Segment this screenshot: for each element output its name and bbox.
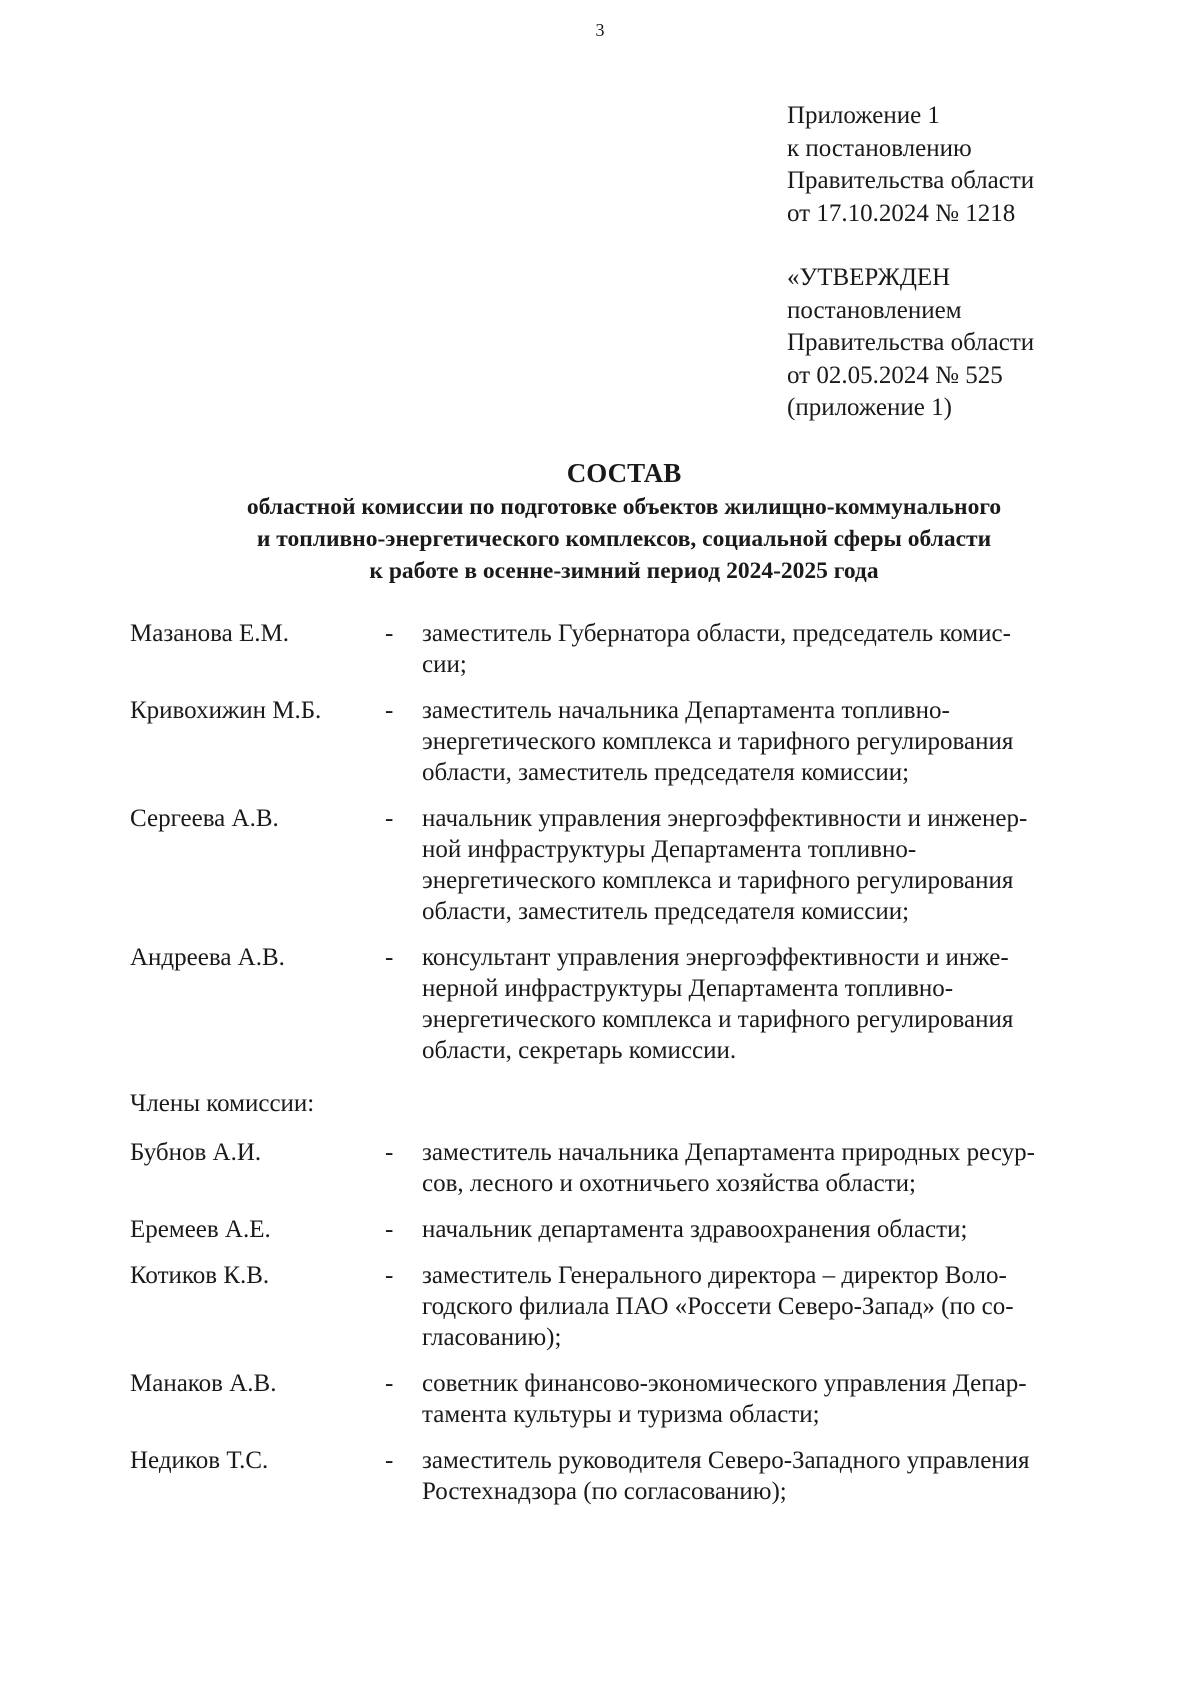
member-dash: - [385,1216,394,1243]
document-subtitle-line: к работе в осенне-зимний период 2024-2025 года [369,558,879,584]
member-role-line: энергетического комплекса и тарифного регулирования [422,867,1014,894]
approved-line: (приложение 1) [787,394,952,421]
member-name: Кривохижин М.Б. [130,697,322,724]
member-role-line: энергетического комплекса и тарифного регулирования [422,728,1014,755]
appendix-line: Правительства области [787,167,1035,194]
document-heading [0,455,1200,587]
member-dash: - [385,944,394,971]
leadership-list [130,618,1120,1066]
member-role-line: консультант управления энергоэффективности и инже- [422,944,1009,971]
member-role-line: начальник департамента здравоохранения области; [422,1216,968,1243]
member-dash: - [385,1370,394,1397]
member-row [130,1137,1120,1199]
member-name: Мазанова Е.М. [130,620,289,647]
member-row [130,1445,1120,1507]
document-subtitle-line: и топливно-энергетического комплексов, социальной сферы области [256,526,992,552]
member-name: Сергеева А.В. [130,805,279,832]
member-role-line: начальник управления энергоэффективности и инженер- [422,805,1028,832]
member-row [130,1214,1120,1245]
member-role [422,803,1107,927]
member-row [130,803,1120,927]
member-role-line: заместитель начальника Департамента природных ресур- [422,1139,1035,1166]
member-dash: - [385,1447,394,1474]
member-role-line: сии; [422,651,467,678]
appendix-block [787,100,1034,230]
member-role-line: заместитель руководителя Северо-Западного управления [422,1447,1030,1474]
member-role-line: области, секретарь комиссии. [422,1037,737,1064]
appendix-line: Приложение 1 [787,102,940,129]
member-dash: - [385,1262,394,1289]
member-role-line: нерной инфраструктуры Департамента топливно- [422,975,954,1002]
document-title: СОСТАВ [566,458,682,488]
document-subtitle-line: областной комиссии по подготовке объектов жилищно-коммунального [246,494,1002,520]
member-role [422,695,1107,788]
member-dash: - [385,805,394,832]
member-dash: - [385,620,394,647]
member-dash: - [385,1139,394,1166]
member-role [422,1368,1107,1430]
member-role [422,942,1107,1066]
member-role [422,1260,1107,1353]
approved-line: Правительства области [787,329,1035,356]
member-role-line: советник финансово-экономического управления Депар- [422,1370,1027,1397]
member-row [130,1368,1120,1430]
member-row [130,1260,1120,1353]
member-role-line: заместитель начальника Департамента топливно- [422,697,950,724]
member-dash: - [385,697,394,724]
approved-line: от 02.05.2024 № 525 [787,361,1003,389]
member-row [130,942,1120,1066]
member-role-line: гласованию); [422,1324,562,1351]
member-role-line: заместитель Генерального директора – директор Воло- [422,1262,1007,1289]
member-role-line: области, заместитель председателя комиссии; [422,898,910,925]
member-name: Котиков К.В. [130,1262,270,1289]
member-role [422,618,1107,680]
member-role [422,1137,1107,1199]
page-number: 3 [595,20,605,40]
approved-block [787,262,1034,425]
member-role [422,1445,1107,1507]
member-role-line: сов, лесного и охотничьего хозяйства области; [422,1170,916,1197]
members-label: Члены комиссии: [130,1090,315,1117]
member-role [422,1214,1107,1245]
member-name: Еремеев А.Е. [130,1216,271,1243]
member-name: Манаков А.В. [130,1370,277,1397]
appendix-line: к постановлению [787,134,972,162]
member-role-line: тамента культуры и туризма области; [422,1401,820,1428]
member-name: Бубнов А.И. [130,1139,262,1166]
approved-line: «УТВЕРЖДЕН [787,264,951,291]
commission-roster [130,618,1120,1522]
member-role-line: ной инфраструктуры Департамента топливно- [422,836,917,863]
member-role-line: заместитель Губернатора области, председатель комис- [422,620,1011,647]
member-role-line: Ростехнадзора (по согласованию); [422,1478,787,1505]
member-role-line: области, заместитель председателя комиссии; [422,759,910,786]
appendix-line: от 17.10.2024 № 1218 [787,199,1016,227]
member-role-line: энергетического комплекса и тарифного регулирования [422,1006,1014,1033]
member-name: Недиков Т.С. [130,1447,269,1474]
member-row [130,695,1120,788]
member-role-line: годского филиала ПАО «Россети Северо-Запад» (по со- [422,1293,1014,1320]
member-row [130,618,1120,680]
approved-line: постановлением [787,296,962,324]
member-name: Андреева А.В. [130,944,285,971]
members-list [130,1137,1120,1507]
